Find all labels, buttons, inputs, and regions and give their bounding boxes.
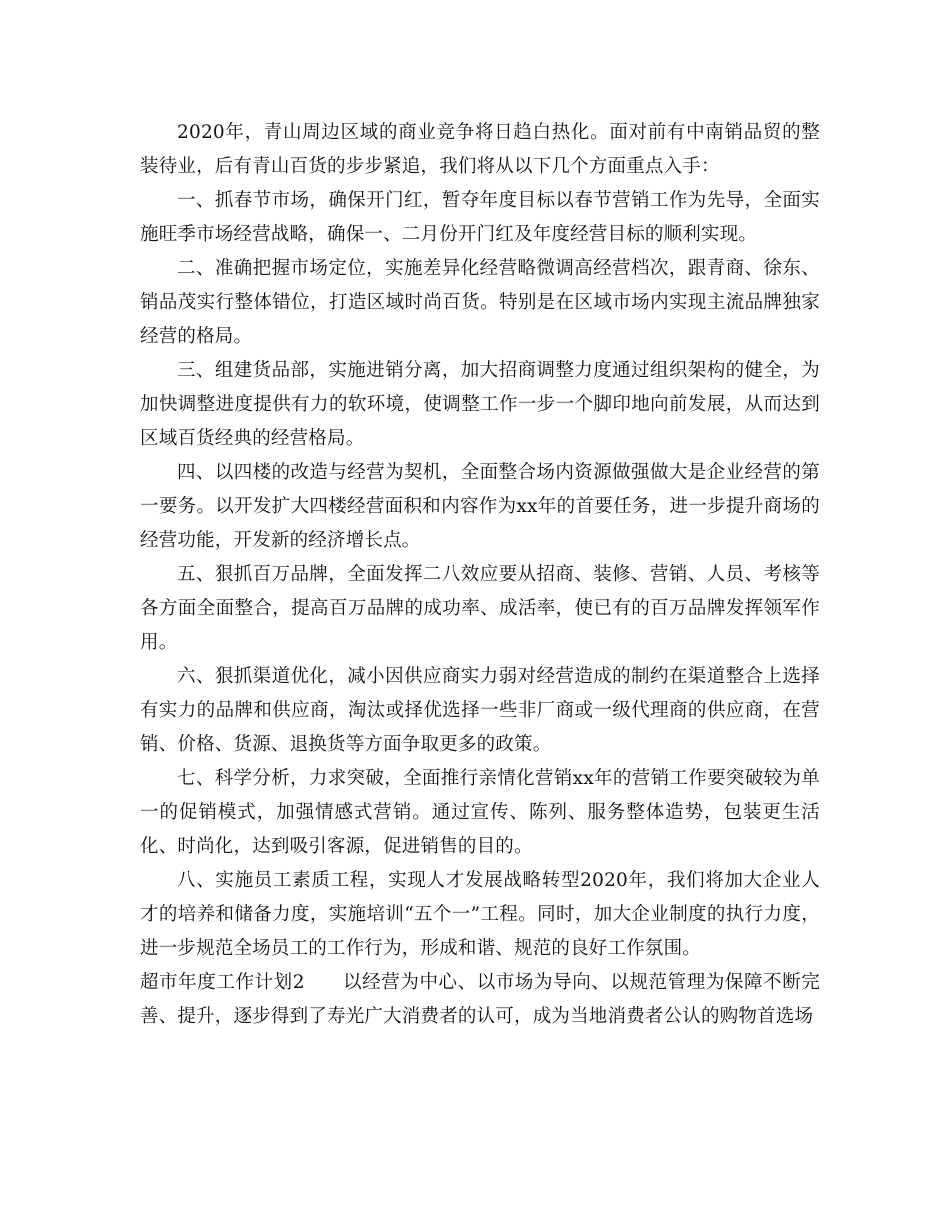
document-body: [140, 116, 820, 1034]
paragraph-item-2: 二、准确把握市场定位，实施差异化经营略微调高经营档次，跟青商、徐东、销品茂实行整体错位，打造区域时尚百货。特别是在区域市场内实现主流品牌独家经营的格局。: [140, 258, 820, 347]
paragraph-item-6: 六、狠抓渠道优化，减小因供应商实力弱对经营造成的制约在渠道整合上选择有实力的品牌和供应商，淘汰或择优选择一些非厂商或一级代理商的供应商，在营销、价格、货源、退换货等方面争取更多的政策。: [140, 666, 820, 755]
paragraph-item-5: 五、狠抓百万品牌，全面发挥二八效应要从招商、装修、营销、人员、考核等各方面全面整合，提高百万品牌的成功率、成活率，使已有的百万品牌发挥领军作用。: [140, 564, 820, 653]
paragraph-intro: 2020年，青山周边区域的商业竞争将日趋白热化。面对前有中南销品贸的整装待业，后有青山百货的步步紧追，我们将从以下几个方面重点入手：: [140, 122, 820, 177]
paragraph-item-7: 七、科学分析，力求突破，全面推行亲情化营销xx年的营销工作要突破较为单一的促销模式，加强情感式营销。通过宣传、陈列、服务整体造势，包装更生活化、时尚化，达到吸引客源，促进销售的目的。: [140, 768, 820, 857]
paragraph-item-1: 一、抓春节市场，确保开门红，暂夺年度目标以春节营销工作为先导，全面实施旺季市场经营战略，确保一、二月份开门红及年度经营目标的顺利实现。: [140, 190, 820, 245]
section-text: 以经营为中心、以市场为导向、以规范管理为保障不断完善、提升，逐步得到了寿光广大消费者的认可，成为当地消费者公认的购物首选场: [140, 972, 820, 1027]
section-block: [140, 966, 820, 1034]
paragraph-item-8: 八、实施员工素质工程，实现人才发展战略转型2020年，我们将加大企业人才的培养和储备力度，实施培训“五个一”工程。同时，加大企业制度的执行力度，进一步规范全场员工的工作行为，形成和谐、规范的良好工作氛围。: [140, 870, 820, 959]
paragraph-item-3: 三、组建货品部，实施进销分离，加大招商调整力度通过组织架构的健全，为加快调整进度提供有力的软环境，使调整工作一步一个脚印地向前发展，从而达到区域百货经典的经营格局。: [140, 360, 820, 449]
section-title: 超市年度工作计划2: [140, 972, 305, 993]
paragraph-item-4: 四、以四楼的改造与经营为契机，全面整合场内资源做强做大是企业经营的第一要务。以开发扩大四楼经营面积和内容作为xx年的首要任务，进一步提升商场的经营功能，开发新的经济增长点。: [140, 462, 820, 551]
